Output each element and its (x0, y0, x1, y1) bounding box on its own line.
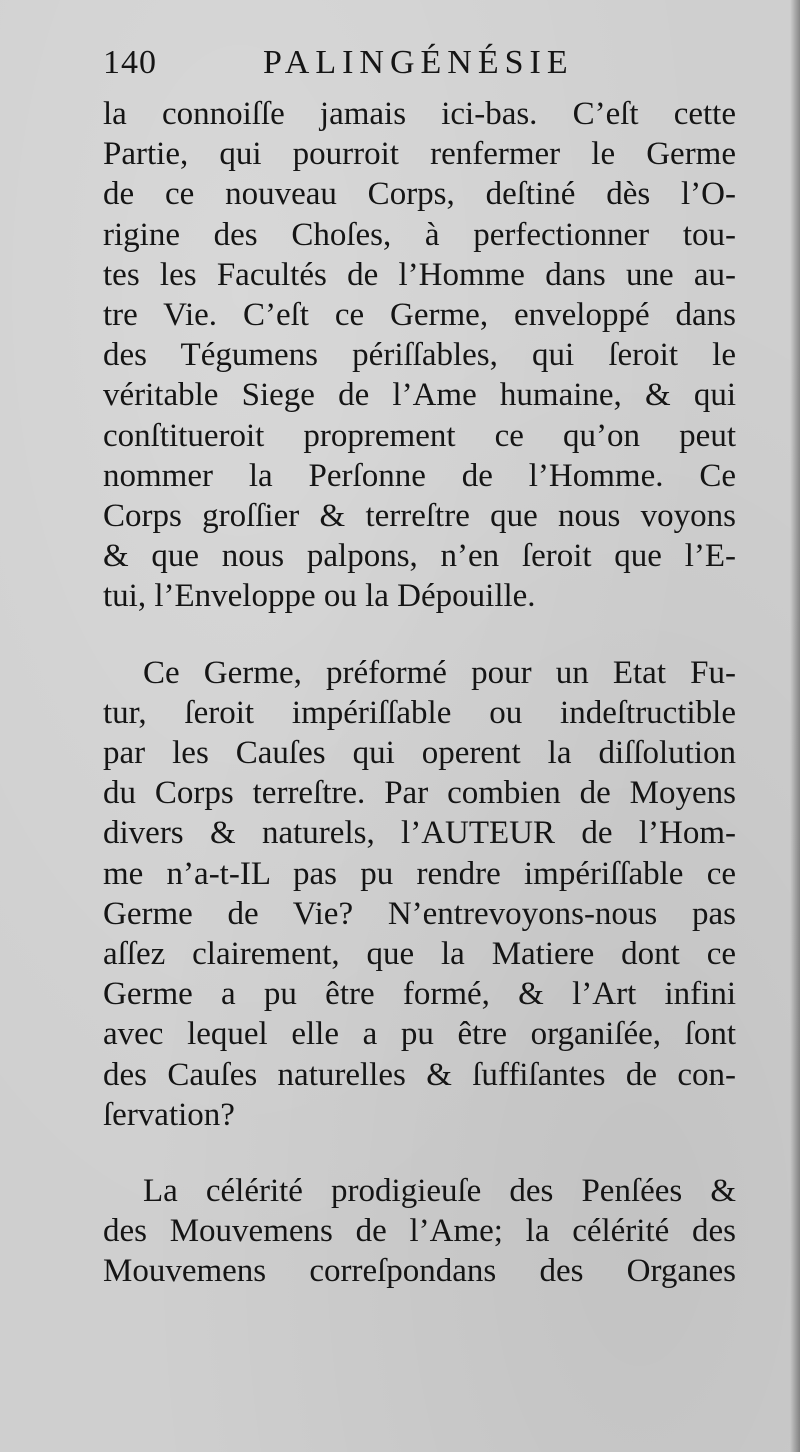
page-number: 140 (103, 44, 157, 81)
text-line: tes les Facultés de l’Homme dans une au- (103, 256, 736, 293)
text-line: & que nous palpons, n’en ſeroit que l’E- (103, 538, 736, 575)
text-line: du Corps terreſtre. Par combien de Moyens (103, 775, 736, 812)
text-line: Germe de Vie? N’entrevoyons-nous pas (103, 895, 736, 932)
text-line: des Tégumens périſſables, qui ſeroit le (103, 337, 736, 374)
running-title: PALINGÉNÉSIE (263, 44, 574, 81)
text-line: Ce Germe, préformé pour un Etat Fu- (143, 654, 736, 691)
text-line: tui, l’Enveloppe ou la Dépouille. (103, 578, 536, 615)
text-line: avec lequel elle a pu être organiſée, ſont (103, 1016, 736, 1053)
text-line: de ce nouveau Corps, deſtiné dès l’O- (103, 176, 736, 213)
text-line: me n’a-t-IL pas pu rendre impériſſable ce (103, 855, 736, 892)
page-edge-shadow (790, 0, 800, 1452)
paragraph-3 (103, 1171, 736, 1292)
text-line: des Mouvemens de l’Ame; la célérité des (103, 1213, 736, 1250)
body-text (103, 94, 736, 1292)
text-line: Germe a pu être formé, & l’Art infini (103, 976, 736, 1013)
text-line: tre Vie. C’eſt ce Germe, enveloppé dans (103, 297, 736, 334)
page-header (103, 40, 743, 92)
text-line: Partie, qui pourroit renfermer le Germe (103, 136, 736, 173)
paragraph-2 (103, 653, 736, 1135)
text-line: par les Cauſes qui operent la diſſolution (103, 735, 736, 772)
paragraph-1 (103, 94, 736, 617)
text-line: nommer la Perſonne de l’Homme. Ce (103, 457, 736, 494)
text-line: tur, ſeroit impériſſable ou indeſtructible (103, 694, 736, 731)
text-line: aſſez clairement, que la Matiere dont ce (103, 936, 736, 973)
text-line: ſervation? (103, 1096, 235, 1133)
text-line: divers & naturels, l’AUTEUR de l’Hom- (103, 815, 736, 852)
text-line: Mouvemens correſpondans des Organes (103, 1253, 736, 1290)
text-line: des Cauſes naturelles & ſuffiſantes de con- (103, 1056, 736, 1093)
text-line: rigine des Choſes, à perfectionner tou- (103, 216, 736, 253)
text-line: conſtitueroit proprement ce qu’on peut (103, 417, 736, 454)
text-line: Corps groſſier & terreſtre que nous voyons (103, 498, 736, 535)
text-line: véritable Siege de l’Ame humaine, & qui (103, 377, 736, 414)
text-line: La célérité prodigieuſe des Penſées & (143, 1173, 736, 1210)
text-line: la connoiſſe jamais ici-bas. C’eſt cette (103, 96, 736, 132)
